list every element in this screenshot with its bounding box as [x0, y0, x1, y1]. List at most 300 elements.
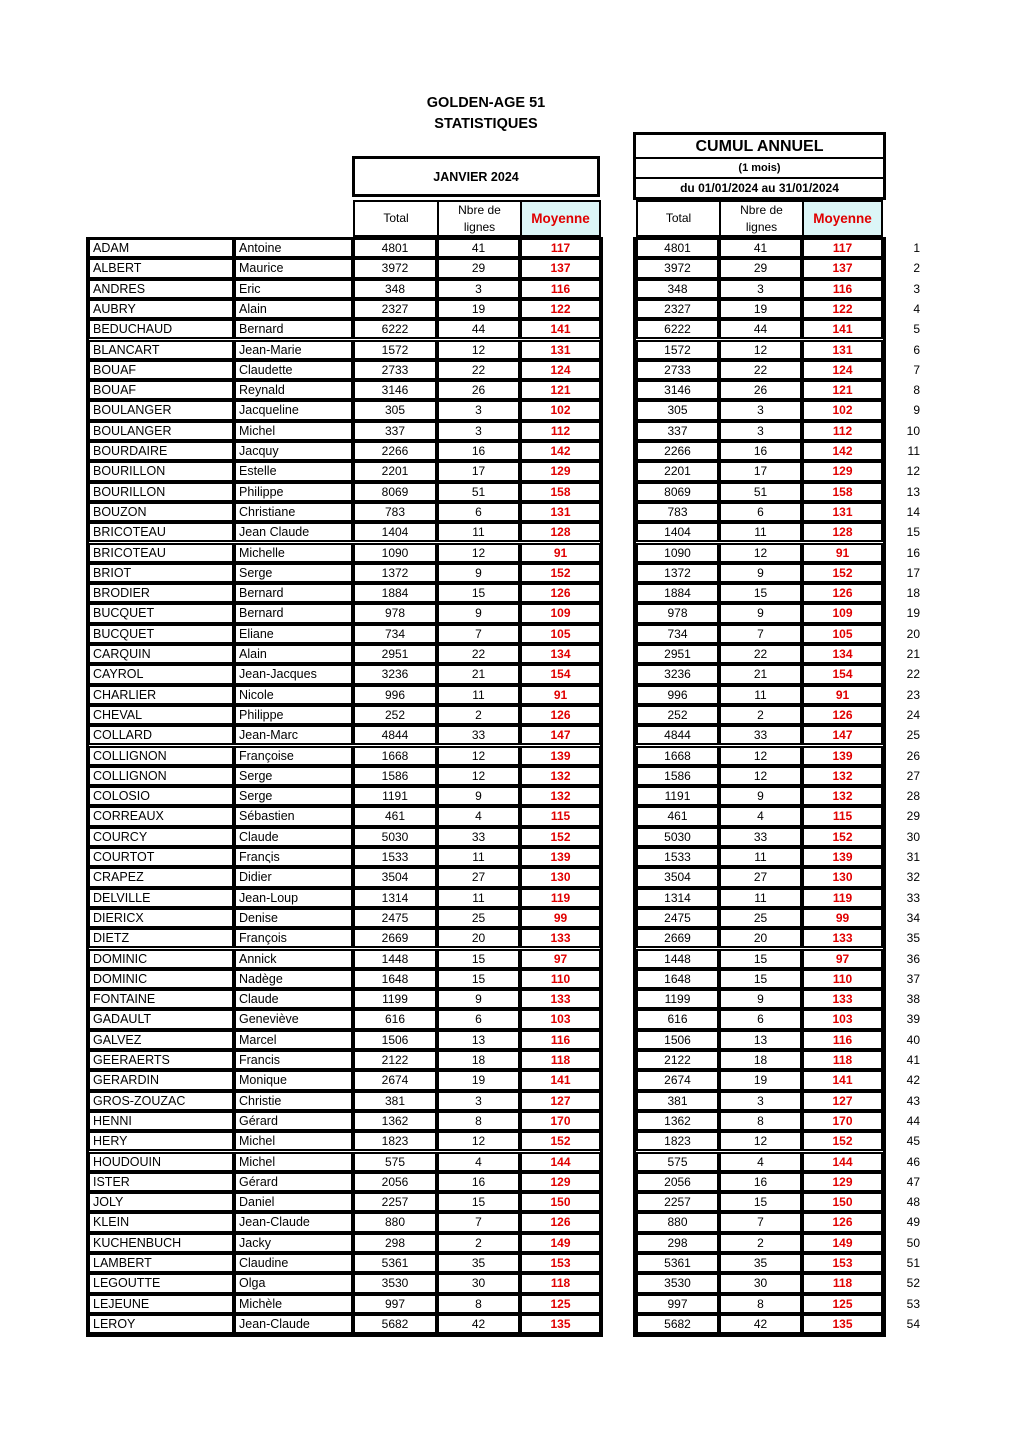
first-name-cell: Marcel	[234, 1030, 353, 1050]
table-row	[0, 664, 1024, 684]
last-name-cell: BOUAF	[88, 360, 234, 380]
month-average-cell: 131	[520, 502, 601, 522]
month-total-cell: 783	[353, 502, 437, 522]
col-label: Total	[665, 211, 692, 225]
last-name-cell: JOLY	[88, 1192, 234, 1212]
table-row	[0, 685, 1024, 705]
cumul-total-cell: 6222	[636, 319, 719, 339]
cumul-average-cell: 158	[802, 482, 883, 502]
table-row	[0, 279, 1024, 299]
cumul-total-cell: 1404	[636, 522, 719, 542]
last-name-cell: HERY	[88, 1131, 234, 1151]
month-lines-cell: 9	[437, 603, 520, 623]
cumul-lines-cell: 44	[719, 319, 802, 339]
row-number: 10	[906, 423, 920, 438]
month-average-cell: 149	[520, 1233, 601, 1253]
cumul-total-cell: 305	[636, 400, 719, 420]
cumul-average-cell: 132	[802, 786, 883, 806]
last-name-cell: COLLIGNON	[88, 766, 234, 786]
last-name-cell: KLEIN	[88, 1212, 234, 1232]
row-number: 24	[906, 707, 920, 722]
cumul-lines-cell: 26	[719, 380, 802, 400]
last-name-cell: COURTOT	[88, 847, 234, 867]
row-number: 20	[906, 626, 920, 641]
cumul-average-cell: 139	[802, 746, 883, 766]
row-number: 1	[913, 241, 920, 255]
table-row	[0, 1070, 1024, 1090]
cumul-total-cell: 1506	[636, 1030, 719, 1050]
cumul-average-cell: 150	[802, 1192, 883, 1212]
table-row	[0, 421, 1024, 441]
month-lines-cell: 4	[437, 1152, 520, 1172]
cumul-lines-cell: 51	[719, 482, 802, 502]
table-row	[0, 847, 1024, 867]
table-row	[0, 563, 1024, 583]
first-name-cell: Geneviève	[234, 1009, 353, 1029]
table-row	[0, 624, 1024, 644]
last-name-cell: BOULANGER	[88, 421, 234, 441]
row-number: 45	[906, 1134, 920, 1149]
month-total-cell: 337	[353, 421, 437, 441]
cumul-total-cell: 997	[636, 1294, 719, 1314]
table-row	[0, 238, 1024, 258]
cumul-total-cell: 1314	[636, 888, 719, 908]
cumul-average-cell: 131	[802, 502, 883, 522]
first-name-cell: Christiane	[234, 502, 353, 522]
cumul-lines-cell: 15	[719, 949, 802, 969]
month-average-cell: 139	[520, 847, 601, 867]
cumul-average-cell: 153	[802, 1253, 883, 1273]
cumul-average-cell: 131	[802, 340, 883, 360]
last-name-cell: CAYROL	[88, 664, 234, 684]
table-row	[0, 340, 1024, 360]
first-name-cell: Eliane	[234, 624, 353, 644]
last-name-cell: GADAULT	[88, 1009, 234, 1029]
row-number: 33	[906, 890, 920, 905]
table-row	[0, 299, 1024, 319]
row-number: 9	[913, 403, 920, 418]
month-total-cell: 2475	[353, 908, 437, 928]
first-name-cell: Michel	[234, 1131, 353, 1151]
cumul-average-cell: 118	[802, 1050, 883, 1070]
month-average-cell: 152	[520, 827, 601, 847]
cumul-total-cell: 5361	[636, 1253, 719, 1273]
cumul-average-cell: 129	[802, 1172, 883, 1192]
first-name-cell: Denise	[234, 908, 353, 928]
table-row	[0, 583, 1024, 603]
cumul-average-cell: 116	[802, 1030, 883, 1050]
month-average-cell: 116	[520, 1030, 601, 1050]
month-total-cell: 1362	[353, 1111, 437, 1131]
last-name-cell: GALVEZ	[88, 1030, 234, 1050]
month-col-moyenne	[520, 200, 601, 237]
cumul-average-cell: 119	[802, 888, 883, 908]
cumul-average-cell: 142	[802, 441, 883, 461]
last-name-cell: COLLARD	[88, 725, 234, 745]
last-name-cell: HOUDOUIN	[88, 1152, 234, 1172]
first-name-cell: Sébastien	[234, 806, 353, 826]
month-lines-cell: 19	[437, 1070, 520, 1090]
row-number: 18	[906, 586, 920, 601]
row-number: 16	[906, 545, 920, 560]
cumul-lines-cell: 9	[719, 603, 802, 623]
last-name-cell: HENNI	[88, 1111, 234, 1131]
table-row	[0, 1131, 1024, 1151]
first-name-cell: Nicole	[234, 685, 353, 705]
cumul-lines-cell: 33	[719, 827, 802, 847]
cumul-average-cell: 124	[802, 360, 883, 380]
month-total-cell: 2327	[353, 299, 437, 319]
title-line-1: GOLDEN-AGE 51	[426, 95, 546, 111]
cumul-lines-cell: 25	[719, 908, 802, 928]
table-row	[0, 705, 1024, 725]
last-name-cell: DOMINIC	[88, 949, 234, 969]
first-name-cell: Alain	[234, 644, 353, 664]
cumul-lines-cell: 29	[719, 258, 802, 278]
cumul-total-cell: 880	[636, 1212, 719, 1232]
row-number: 14	[906, 504, 920, 519]
cumul-total-cell: 381	[636, 1091, 719, 1111]
table-row	[0, 725, 1024, 745]
month-total-cell: 4844	[353, 725, 437, 745]
month-total-cell: 8069	[353, 482, 437, 502]
first-name-cell: Gérard	[234, 1172, 353, 1192]
month-average-cell: 152	[520, 563, 601, 583]
first-name-cell: Jean-Marie	[234, 340, 353, 360]
cumul-total-cell: 337	[636, 421, 719, 441]
cumul-average-cell: 105	[802, 624, 883, 644]
month-average-cell: 170	[520, 1111, 601, 1131]
first-name-cell: Christie	[234, 1091, 353, 1111]
row-number: 47	[906, 1174, 920, 1189]
cumul-lines-cell: 19	[719, 1070, 802, 1090]
cumul-lines-cell: 20	[719, 928, 802, 948]
table-row	[0, 502, 1024, 522]
month-average-cell: 137	[520, 258, 601, 278]
month-average-cell: 126	[520, 1212, 601, 1232]
cumul-total-cell: 3236	[636, 664, 719, 684]
month-lines-cell: 19	[437, 299, 520, 319]
last-name-cell: ANDRES	[88, 279, 234, 299]
row-number: 29	[906, 809, 920, 824]
month-average-cell: 91	[520, 543, 601, 563]
row-number: 39	[906, 1012, 920, 1027]
cumul-lines-cell: 11	[719, 522, 802, 542]
cumul-average-cell: 144	[802, 1152, 883, 1172]
row-number: 42	[906, 1073, 920, 1088]
month-lines-cell: 2	[437, 1233, 520, 1253]
cumul-total-cell: 2733	[636, 360, 719, 380]
table-row	[0, 644, 1024, 664]
first-name-cell: Claude	[234, 827, 353, 847]
month-total-cell: 1884	[353, 583, 437, 603]
cumul-lines-cell: 13	[719, 1030, 802, 1050]
month-total-cell: 5682	[353, 1314, 437, 1334]
table-row	[0, 1233, 1024, 1253]
last-name-cell: BOUAF	[88, 380, 234, 400]
last-name-cell: LAMBERT	[88, 1253, 234, 1273]
month-lines-cell: 7	[437, 624, 520, 644]
cumul-average-cell: 126	[802, 583, 883, 603]
cumul-total-cell: 783	[636, 502, 719, 522]
cumul-total-cell: 348	[636, 279, 719, 299]
cumul-total-cell: 298	[636, 1233, 719, 1253]
table-row	[0, 1009, 1024, 1029]
cumul-lines-cell: 7	[719, 624, 802, 644]
month-average-cell: 125	[520, 1294, 601, 1314]
row-number: 30	[906, 829, 920, 844]
month-lines-cell: 25	[437, 908, 520, 928]
cumul-average-cell: 149	[802, 1233, 883, 1253]
table-row	[0, 380, 1024, 400]
table-row	[0, 603, 1024, 623]
row-number: 3	[913, 281, 920, 296]
row-number: 8	[913, 383, 920, 398]
month-total-cell: 575	[353, 1152, 437, 1172]
last-name-cell: COURCY	[88, 827, 234, 847]
month-lines-cell: 13	[437, 1030, 520, 1050]
row-number: 17	[906, 565, 920, 580]
last-name-cell: DIETZ	[88, 928, 234, 948]
last-name-cell: BOURILLON	[88, 482, 234, 502]
month-total-cell: 996	[353, 685, 437, 705]
month-average-cell: 124	[520, 360, 601, 380]
cumul-lines-cell: 11	[719, 847, 802, 867]
month-lines-cell: 33	[437, 725, 520, 745]
cumul-total-cell: 1586	[636, 766, 719, 786]
cumul-lines-cell: 12	[719, 746, 802, 766]
cumul-lines-cell: 9	[719, 786, 802, 806]
last-name-cell: BRICOTEAU	[88, 543, 234, 563]
month-total-cell: 381	[353, 1091, 437, 1111]
cumul-subtitle: (1 mois)	[738, 162, 781, 174]
cumul-col-nbre	[719, 200, 802, 237]
month-lines-cell: 35	[437, 1253, 520, 1273]
cumul-lines-cell: 8	[719, 1294, 802, 1314]
last-name-cell: CRAPEZ	[88, 867, 234, 887]
last-name-cell: CHEVAL	[88, 705, 234, 725]
cumul-col-moyenne	[802, 200, 883, 237]
cumul-average-cell: 128	[802, 522, 883, 542]
row-number: 23	[906, 687, 920, 702]
last-name-cell: BUCQUET	[88, 624, 234, 644]
cumul-lines-cell: 18	[719, 1050, 802, 1070]
month-lines-cell: 29	[437, 258, 520, 278]
cumul-total-cell: 2475	[636, 908, 719, 928]
month-lines-cell: 9	[437, 989, 520, 1009]
cumul-lines-cell: 9	[719, 563, 802, 583]
table-row	[0, 1030, 1024, 1050]
cumul-lines-cell: 12	[719, 340, 802, 360]
cumul-lines-cell: 30	[719, 1273, 802, 1293]
month-lines-cell: 20	[437, 928, 520, 948]
cumul-total-cell: 1572	[636, 340, 719, 360]
cumul-total-cell: 1199	[636, 989, 719, 1009]
row-number: 54	[906, 1316, 920, 1331]
last-name-cell: BRODIER	[88, 583, 234, 603]
row-number: 53	[906, 1296, 920, 1311]
row-number: 51	[906, 1256, 920, 1270]
first-name-cell: Jean Claude	[234, 522, 353, 542]
cumul-total-cell: 252	[636, 705, 719, 725]
table-row	[0, 908, 1024, 928]
cumul-lines-cell: 3	[719, 400, 802, 420]
month-average-cell: 152	[520, 1131, 601, 1151]
month-average-cell: 133	[520, 989, 601, 1009]
month-lines-cell: 2	[437, 705, 520, 725]
month-average-cell: 119	[520, 888, 601, 908]
cumul-total-cell: 734	[636, 624, 719, 644]
month-average-cell: 130	[520, 867, 601, 887]
month-total-cell: 1648	[353, 969, 437, 989]
table-row	[0, 786, 1024, 806]
month-total-cell: 3972	[353, 258, 437, 278]
last-name-cell: LEJEUNE	[88, 1294, 234, 1314]
cumul-average-cell: 91	[802, 685, 883, 705]
table-row	[0, 543, 1024, 563]
cumul-average-cell: 97	[802, 949, 883, 969]
month-total-cell: 6222	[353, 319, 437, 339]
first-name-cell: Gérard	[234, 1111, 353, 1131]
cumul-average-cell: 122	[802, 299, 883, 319]
first-name-cell: Bernard	[234, 583, 353, 603]
month-lines-cell: 12	[437, 746, 520, 766]
last-name-cell: CARQUIN	[88, 644, 234, 664]
cumul-total-cell: 2257	[636, 1192, 719, 1212]
table-row	[0, 867, 1024, 887]
first-name-cell: Michel	[234, 1152, 353, 1172]
table-row	[0, 482, 1024, 502]
month-lines-cell: 27	[437, 867, 520, 887]
month-lines-cell: 30	[437, 1273, 520, 1293]
month-lines-cell: 26	[437, 380, 520, 400]
cumul-lines-cell: 4	[719, 806, 802, 826]
table-row	[0, 1091, 1024, 1111]
month-total-cell: 1314	[353, 888, 437, 908]
month-lines-cell: 4	[437, 806, 520, 826]
table-row	[0, 1111, 1024, 1131]
month-average-cell: 147	[520, 725, 601, 745]
cumul-lines-cell: 35	[719, 1253, 802, 1273]
cumul-total-cell: 2122	[636, 1050, 719, 1070]
first-name-cell: Olga	[234, 1273, 353, 1293]
month-average-cell: 110	[520, 969, 601, 989]
cumul-average-cell: 147	[802, 725, 883, 745]
month-average-cell: 103	[520, 1009, 601, 1029]
cumul-average-cell: 118	[802, 1273, 883, 1293]
month-average-cell: 121	[520, 380, 601, 400]
cumul-total-cell: 5030	[636, 827, 719, 847]
month-average-cell: 150	[520, 1192, 601, 1212]
month-lines-cell: 17	[437, 461, 520, 481]
last-name-cell: BEDUCHAUD	[88, 319, 234, 339]
table-row	[0, 928, 1024, 948]
month-total-cell: 2266	[353, 441, 437, 461]
last-name-cell: FONTAINE	[88, 989, 234, 1009]
month-total-cell: 997	[353, 1294, 437, 1314]
month-lines-cell: 12	[437, 1131, 520, 1151]
month-total-cell: 1448	[353, 949, 437, 969]
cumul-lines-cell: 19	[719, 299, 802, 319]
cumul-lines-cell: 33	[719, 725, 802, 745]
cumul-lines-cell: 16	[719, 441, 802, 461]
month-lines-cell: 3	[437, 400, 520, 420]
row-number: 15	[906, 525, 920, 540]
month-total-cell: 978	[353, 603, 437, 623]
first-name-cell: Philippe	[234, 705, 353, 725]
cumul-average-cell: 116	[802, 279, 883, 299]
month-lines-cell: 3	[437, 421, 520, 441]
cumul-total-cell: 2674	[636, 1070, 719, 1090]
month-total-cell: 3530	[353, 1273, 437, 1293]
cumul-total-cell: 1090	[636, 543, 719, 563]
month-lines-cell: 15	[437, 969, 520, 989]
month-lines-cell: 12	[437, 766, 520, 786]
cumul-total-cell: 2266	[636, 441, 719, 461]
month-total-cell: 461	[353, 806, 437, 826]
first-name-cell: Jean-Claude	[234, 1314, 353, 1334]
last-name-cell: GROS-ZOUZAC	[88, 1091, 234, 1111]
row-number: 5	[913, 322, 920, 337]
cumul-total-cell: 616	[636, 1009, 719, 1029]
cumul-average-cell: 126	[802, 1212, 883, 1232]
month-lines-cell: 9	[437, 563, 520, 583]
table-row	[0, 1050, 1024, 1070]
month-lines-cell: 18	[437, 1050, 520, 1070]
month-total-cell: 2201	[353, 461, 437, 481]
first-name-cell: Philippe	[234, 482, 353, 502]
month-lines-cell: 51	[437, 482, 520, 502]
cumul-average-cell: 102	[802, 400, 883, 420]
cumul-lines-cell: 15	[719, 969, 802, 989]
cumul-header	[633, 132, 886, 200]
month-average-cell: 153	[520, 1253, 601, 1273]
month-total-cell: 1668	[353, 746, 437, 766]
cumul-total-cell: 2327	[636, 299, 719, 319]
first-name-cell: Franςis	[234, 847, 353, 867]
cumul-lines-cell: 8	[719, 1111, 802, 1131]
last-name-cell: DOMINIC	[88, 969, 234, 989]
month-average-cell: 128	[520, 522, 601, 542]
cumul-title: CUMUL ANNUEL	[636, 135, 883, 159]
month-total-cell: 2733	[353, 360, 437, 380]
month-average-cell: 102	[520, 400, 601, 420]
table-row	[0, 1172, 1024, 1192]
table-row	[0, 441, 1024, 461]
first-name-cell: Monique	[234, 1070, 353, 1090]
last-name-cell: BOUZON	[88, 502, 234, 522]
row-number: 49	[906, 1215, 920, 1230]
last-name-cell: BOURILLON	[88, 461, 234, 481]
month-total-cell: 880	[353, 1212, 437, 1232]
table-row	[0, 1294, 1024, 1314]
last-name-cell: BLANCART	[88, 340, 234, 360]
last-name-cell: ALBERT	[88, 258, 234, 278]
month-average-cell: 158	[520, 482, 601, 502]
cumul-total-cell: 461	[636, 806, 719, 826]
cumul-total-cell: 3972	[636, 258, 719, 278]
cumul-average-cell: 137	[802, 258, 883, 278]
table-row	[0, 1152, 1024, 1172]
cumul-lines-cell: 4	[719, 1152, 802, 1172]
month-lines-cell: 8	[437, 1111, 520, 1131]
col-label: Moyenne	[531, 211, 590, 226]
cumul-average-cell: 115	[802, 806, 883, 826]
last-name-cell: BUCQUET	[88, 603, 234, 623]
first-name-cell: Jean-Loup	[234, 888, 353, 908]
cumul-average-cell: 109	[802, 603, 883, 623]
last-name-cell: DELVILLE	[88, 888, 234, 908]
